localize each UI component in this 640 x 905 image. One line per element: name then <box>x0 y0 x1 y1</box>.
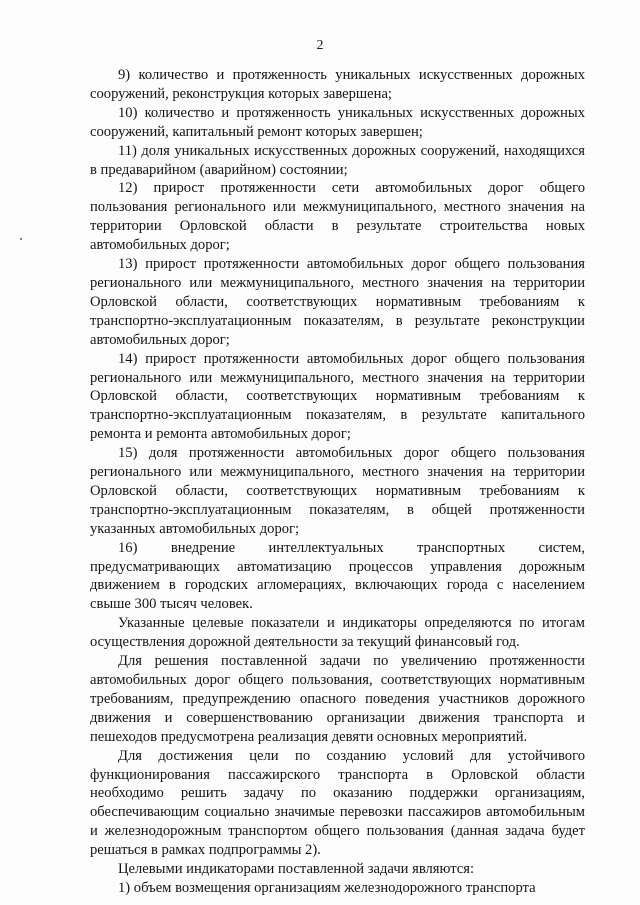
paragraph-road-measures: Для решения поставленной задачи по увеличению протяженности автомобильных дорог общего пользования, соответствующих нормативным требованиям, предупреждению опасного поведения участников дорожного движения и совершенствованию организации движения транспорта и пешеходов предусмотрена реализация девяти основных мероприятий. <box>90 653 585 745</box>
paragraph-item-13: 13) прирост протяженности автомобильных дорог общего пользования регионального или межмуниципального, местного значения на территории Орловской области, соответствующих нормативным требованиям к транспортно-эксплуатационным показателям, в результате реконструкции автомобильных дорог; <box>90 256 585 348</box>
page-number: 2 <box>316 38 324 53</box>
paragraph-passenger-transport: Для достижения цели по созданию условий для устойчивого функционирования пассажирского транспорта в Орловской области необходимо решить задачу по оказанию поддержки организациям, обеспечивающим социально значимые перевозки пассажиров автомобильным и железнодорожным транспортом общего пользования (данная задача будет решаться в рамках подпрограммы 2). <box>90 747 585 859</box>
paragraph-item-16: 16) внедрение интеллектуальных транспортных систем, предусматривающих автоматизацию процессов управления дорожным движением в городских агломерациях, включающих города с населением свыше 300 тысяч человек. <box>90 539 585 613</box>
scan-artifact <box>20 238 22 240</box>
paragraph-item-12: 12) прирост протяженности сети автомобильных дорог общего пользования регионального или межмуниципального, местного значения на территории Орловской области в результате строительства новых автомобильных дорог; <box>90 180 585 254</box>
paragraph-item-10: 10) количество и протяженность уникальных искусственных дорожных сооружений, капитальный ремонт которых завершен; <box>90 104 585 140</box>
document-body <box>90 66 585 898</box>
paragraph-item-9: 9) количество и протяженность уникальных искусственных дорожных сооружений, реконструкция которых завершена; <box>90 67 585 102</box>
paragraph-indicators-note: Указанные целевые показатели и индикаторы определяются по итогам осуществления дорожной деятельности за текущий финансовый год. <box>90 615 585 651</box>
paragraph-item-14: 14) прирост протяженности автомобильных дорог общего пользования регионального или межмуниципального, местного значения на территории Орловской области, соответствующих нормативным требованиям к транспортно-эксплуатационным показателям, в результате капитального ремонта и ремонта автомобильных дорог; <box>90 350 585 443</box>
paragraph-item-11: 11) доля уникальных искусственных дорожных сооружений, находящихся в предаварийном (аварийном) состоянии; <box>90 142 585 178</box>
paragraph-target-indicators-heading: Целевыми индикаторами поставленной задачи являются: <box>118 861 475 878</box>
paragraph-item-1-railway: 1) объем возмещения организациям железнодорожного транспорта <box>118 879 536 896</box>
paragraph-item-15: 15) доля протяженности автомобильных дорог общего пользования регионального или межмуниципального, местного значения на территории Орловской области, соответствующих нормативным требованиям к транспортно-эксплуатационным показателям, в общей протяженности указанных автомобильных дорог; <box>90 445 585 537</box>
